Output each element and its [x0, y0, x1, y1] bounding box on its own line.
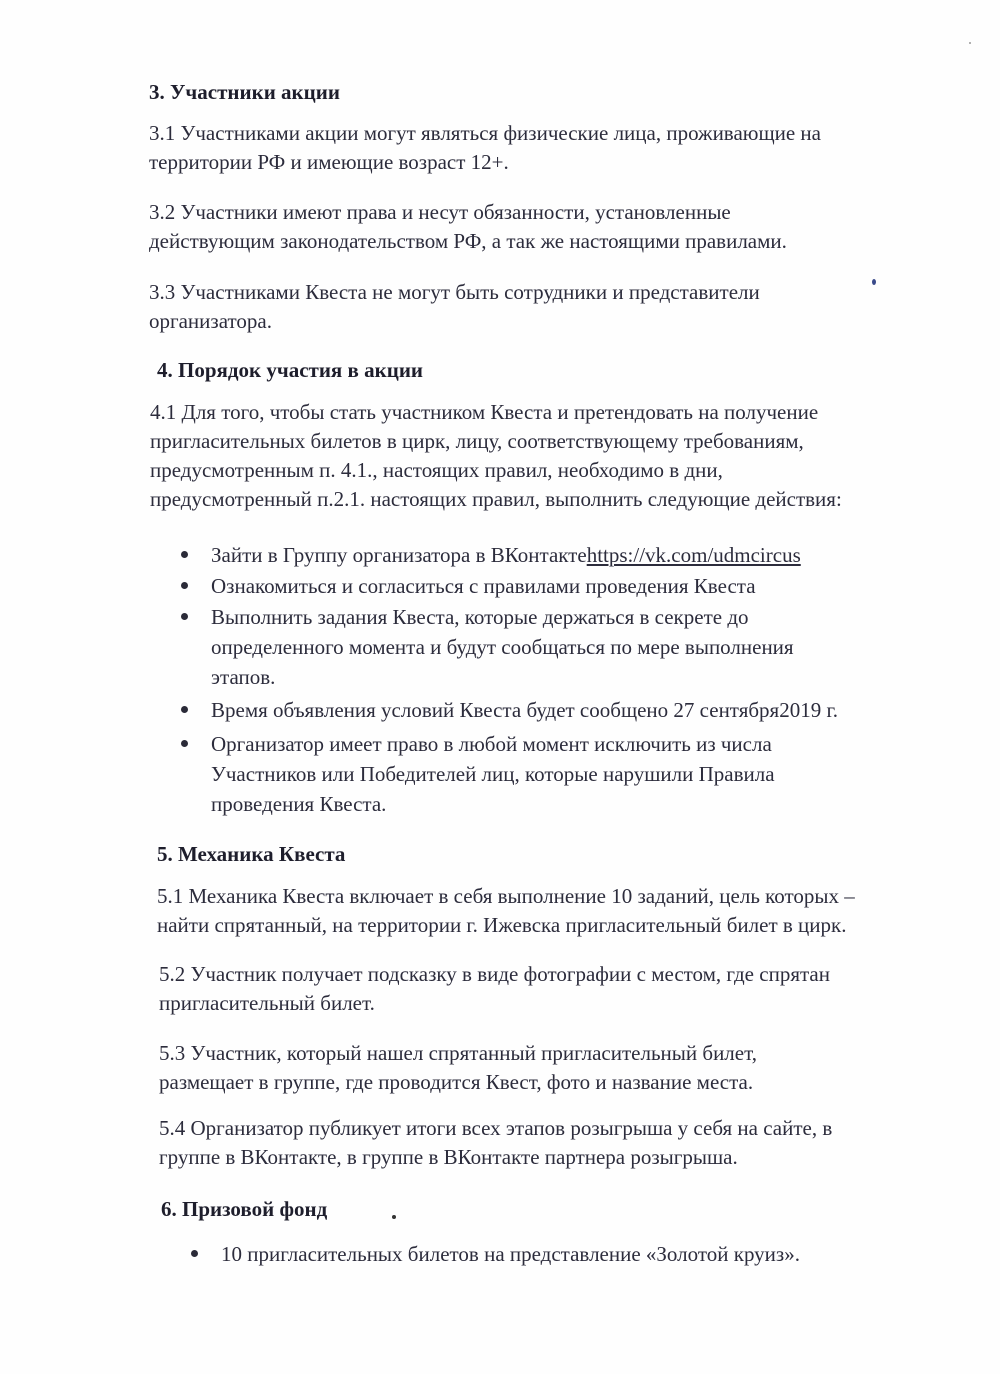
bullet-icon [181, 706, 188, 713]
paragraph-3-3 [149, 278, 760, 336]
list-item-line: Участников или Победителей лиц, которые нарушили Правила [211, 762, 775, 786]
bullet-icon [181, 582, 188, 589]
paragraph-line: найти спрятанный, на территории г. Ижевска пригласительный билет в цирк. [157, 913, 847, 937]
bullet-icon [181, 551, 188, 558]
list-item-line: определенного момента и будут сообщаться по мере выполнения [211, 635, 794, 659]
paragraph-line: организатора. [149, 309, 272, 333]
paragraph-3-1 [149, 119, 821, 177]
paragraph-line: 5.1 Механика Квеста включает в себя выполнение 10 заданий, цель которых – [157, 884, 855, 908]
list-item-line: этапов. [211, 665, 276, 689]
list-item-line: 10 пригласительных билетов на представление «Золотой круиз». [221, 1242, 800, 1266]
paragraph-line: размещает в группе, где проводится Квест, фото и название места. [159, 1070, 754, 1094]
section-5-heading: 5. Механика Квеста [157, 842, 346, 866]
bullet-icon [191, 1250, 198, 1257]
list-item-text: Зайти в Группу организатора в ВКонтакте [211, 543, 587, 567]
paragraph-line: пригласительный билет. [159, 991, 375, 1015]
paragraph-line: группе в ВКонтакте, в группе в ВКонтакте партнера розыгрыша. [159, 1145, 738, 1169]
paragraph-line: действующим законодательством РФ, а так же настоящими правилами. [149, 229, 787, 253]
bullet-icon [181, 740, 188, 747]
paragraph-line: 3.3 Участниками Квеста не могут быть сотрудники и представители [149, 280, 760, 304]
section-4-heading: 4. Порядок участия в акции [157, 358, 424, 382]
section-6-heading: 6. Призовой фонд [161, 1197, 328, 1221]
paragraph-line: 3.2 Участники имеют права и несут обязанности, установленные [149, 200, 731, 224]
section-3-heading: 3. Участники акции [149, 80, 340, 104]
scan-speck [969, 42, 971, 44]
paragraph-5-3 [159, 1039, 757, 1097]
scan-speck [392, 1215, 396, 1219]
paragraph-line: 3.1 Участниками акции могут являться физические лица, проживающие на [149, 121, 821, 145]
list-item-line: Время объявления условий Квеста будет сообщено 27 сентября2019 г. [211, 698, 838, 722]
paragraph-4-1 [150, 398, 842, 514]
paragraph-line: 5.2 Участник получает подсказку в виде фотографии с местом, где спрятан [159, 962, 830, 986]
paragraph-3-2 [149, 198, 787, 256]
list-item-line: Ознакомиться и согласиться с правилами проведения Квеста [211, 574, 756, 598]
list-item-line: проведения Квеста. [211, 792, 387, 816]
paragraph-line: 4.1 Для того, чтобы стать участником Квеста и претендовать на получение [150, 400, 819, 424]
paragraph-5-2 [159, 960, 830, 1018]
bullet-icon [181, 613, 188, 620]
list-item-line: Организатор имеет право в любой момент исключить из числа [211, 732, 772, 756]
paragraph-line: территории РФ и имеющие возраст 12+. [149, 150, 509, 174]
vk-group-link[interactable]: https://vk.com/udmcircus [586, 543, 801, 567]
list-item-line: Выполнить задания Квеста, которые держаться в секрете до [211, 605, 749, 629]
paragraph-line: пригласительных билетов в цирк, лицу, соответствующему требованиям, [150, 429, 804, 453]
paragraph-line: 5.4 Организатор публикует итоги всех этапов розыгрыша у себя на сайте, в [159, 1116, 833, 1140]
paragraph-line: предусмотренный п.2.1. настоящих правил, выполнить следующие действия: [150, 487, 842, 511]
scan-speck [872, 279, 876, 285]
paragraph-line: 5.3 Участник, который нашел спрятанный пригласительный билет, [159, 1041, 757, 1065]
list-item-line [211, 540, 801, 570]
paragraph-line: предусмотренным п. 4.1., настоящих правил, необходимо в дни, [150, 458, 723, 482]
paragraph-5-4 [159, 1114, 832, 1172]
paragraph-5-1 [157, 882, 855, 940]
